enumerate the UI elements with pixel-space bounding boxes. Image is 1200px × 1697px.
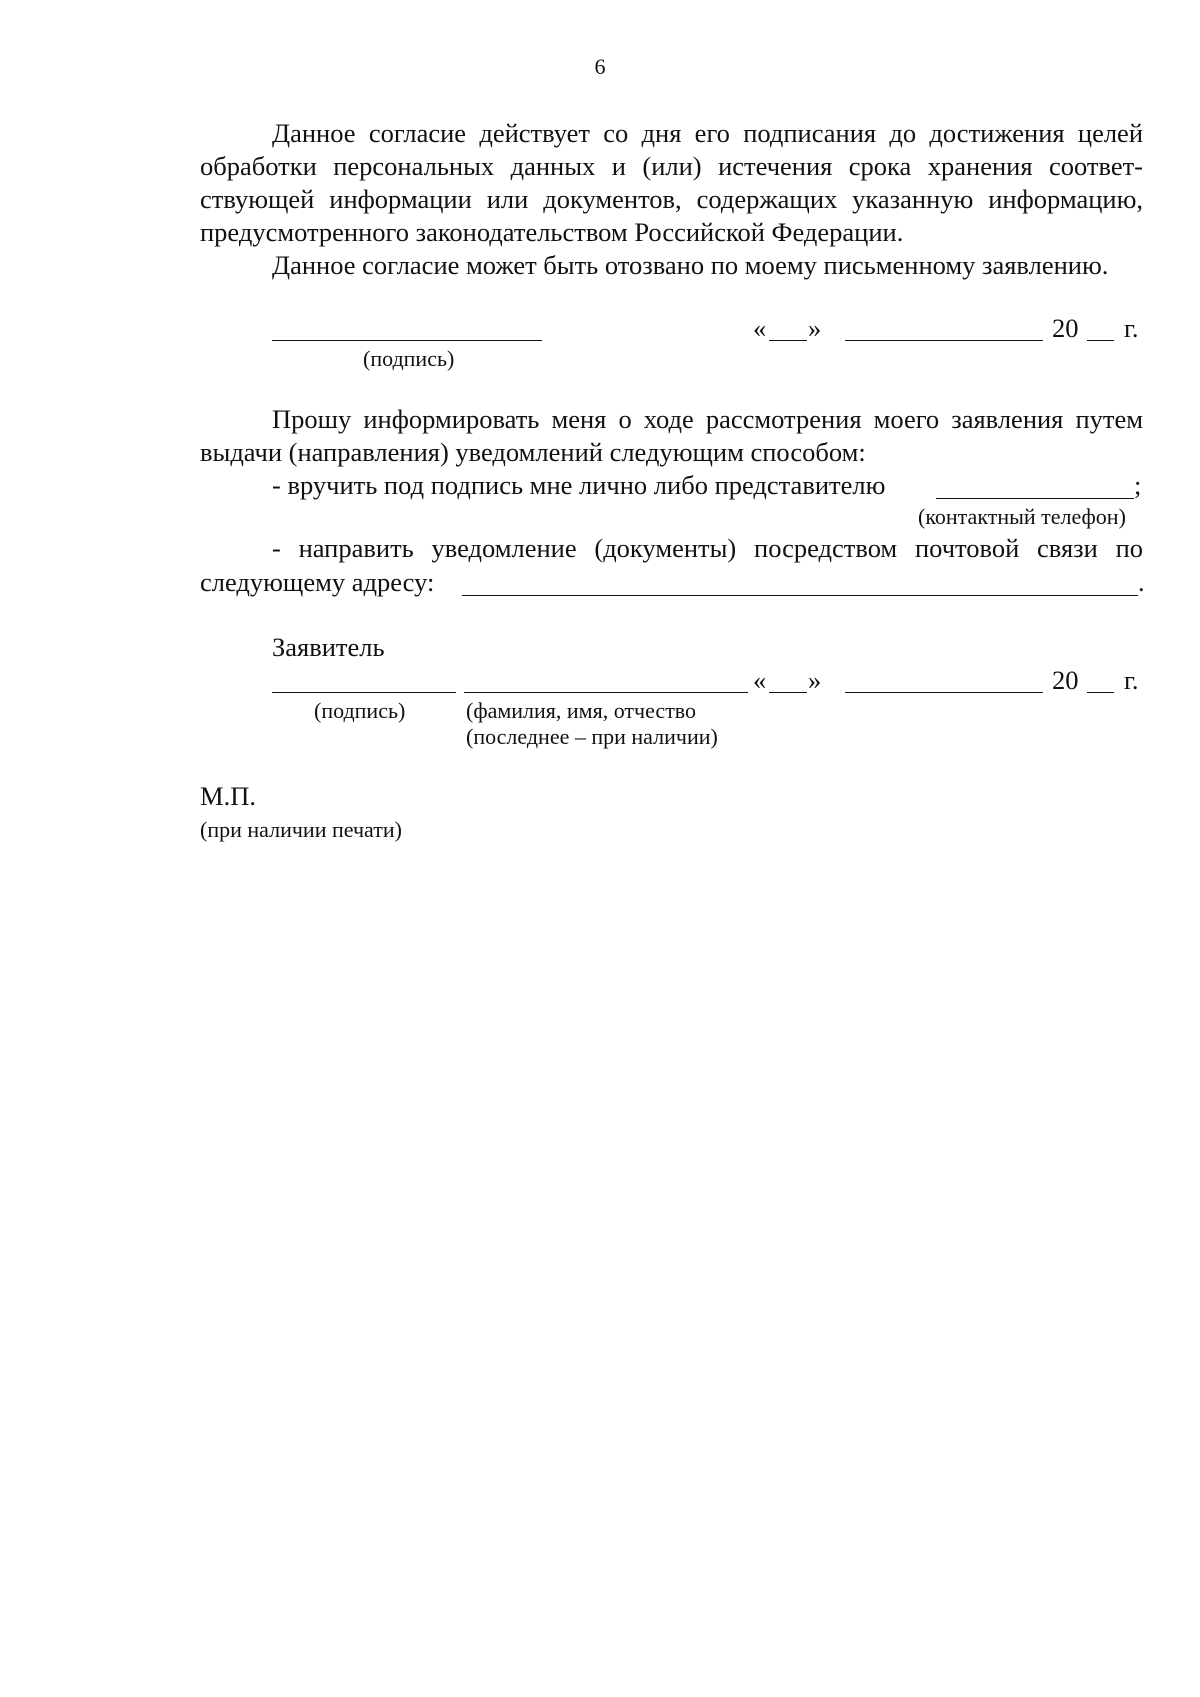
consent-signature-caption: (подпись): [363, 346, 455, 371]
page-number: 6: [594, 54, 606, 79]
notification-option-post-address-label: следующему адресу:: [200, 567, 435, 597]
consent-date-suffix: г.: [1124, 313, 1139, 343]
postal-address-line[interactable]: [462, 595, 1138, 596]
applicant-signature-line[interactable]: [272, 692, 456, 693]
applicant-date-year-line[interactable]: [1087, 692, 1114, 693]
applicant-label: Заявитель: [272, 632, 385, 662]
notification-intro-paragraph: Прошу информировать меня о ходе рассмотрения моего заявления путем выдачи (направления) уведомлений следующим способом:: [200, 404, 1143, 467]
notification-option-in-person: - вручить под подпись мне лично либо представителю: [272, 470, 886, 500]
stamp-caption: (при наличии печати): [200, 817, 402, 842]
applicant-name-caption-1: (фамилия, имя, отчество: [466, 698, 697, 723]
applicant-date-suffix: г.: [1124, 665, 1139, 695]
consent-date-close-quote: »: [808, 313, 822, 343]
applicant-signature-caption: (подпись): [314, 698, 406, 723]
consent-date-year: 20: [1052, 313, 1079, 343]
applicant-name-caption-2: (последнее – при наличии): [466, 724, 718, 749]
consent-date-day-line[interactable]: [769, 340, 807, 341]
notification-option-post: - направить уведомление (документы) посредством почтовой связи по: [272, 533, 1143, 563]
consent-date-month-line[interactable]: [845, 340, 1043, 341]
consent-date-open-quote: «: [753, 313, 767, 343]
notification-option-in-person-end: ;: [1134, 470, 1142, 500]
contact-phone-line[interactable]: [936, 498, 1134, 499]
consent-validity-paragraph: Данное согласие действует со дня его подписания до достижения целей обработки персональных данных и (или) истечения срока хранения соответствующей информации или документов, содержащих указанную информацию, предусмотренного законодательством Российской Федерации.: [200, 118, 1143, 247]
applicant-date-open-quote: «: [753, 665, 767, 695]
notification-option-post-end: .: [1138, 567, 1145, 597]
contact-phone-caption: (контактный телефон): [918, 504, 1126, 529]
consent-signature-line[interactable]: [272, 340, 542, 341]
consent-date-year-line[interactable]: [1087, 340, 1114, 341]
applicant-date-day-line[interactable]: [769, 692, 807, 693]
applicant-date-close-quote: »: [808, 665, 822, 695]
stamp-label: М.П.: [200, 781, 256, 811]
applicant-date-year: 20: [1052, 665, 1079, 695]
applicant-full-name-line[interactable]: [464, 692, 748, 693]
consent-revocation-paragraph: Данное согласие может быть отозвано по моему письменному заявлению.: [272, 250, 1109, 280]
applicant-date-month-line[interactable]: [845, 692, 1043, 693]
